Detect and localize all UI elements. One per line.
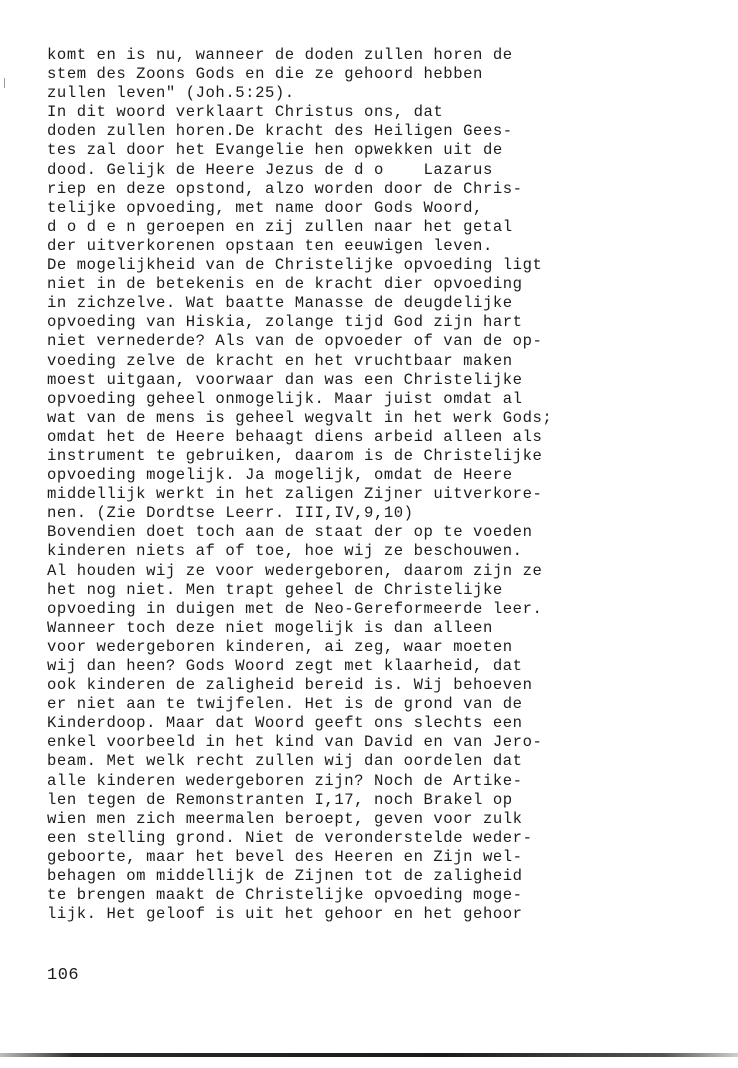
- text-line: middellijk werkt in het zaligen Zijner uitverkore-: [47, 485, 543, 504]
- text-line: alle kinderen wedergeboren zijn? Noch de Artike-: [47, 771, 523, 790]
- text-line: der uitverkorenen opstaan ten eeuwigen leven.: [47, 236, 493, 255]
- text-line: dood. Gelijk de Heere Jezus de d o Lazarus: [47, 160, 493, 179]
- text-line: wij dan heen? Gods Woord zegt met klaarheid, dat: [47, 657, 523, 675]
- text-line: ook kinderen de zaligheid bereid is. Wij behoeven: [47, 676, 533, 695]
- text-line: stem des Zoons Gods en die ze gehoord hebben: [47, 65, 483, 84]
- text-line: len tegen de Remonstranten I,17, noch Brakel op: [47, 790, 513, 809]
- text-line: komt en is nu, wanneer de doden zullen horen de: [47, 46, 513, 64]
- text-line: nen. (Zie Dordtse Leerr. III,IV,9,10): [47, 504, 414, 523]
- text-line: Al houden wij ze voor wedergeboren, daarom zijn ze: [47, 561, 543, 580]
- text-line: Kinderdoop. Maar dat Woord geeft ons slechts een: [47, 714, 523, 733]
- text-line: te brengen maakt de Christelijke opvoeding moge-: [47, 886, 523, 905]
- text-line: in zichzelve. Wat baatte Manasse de deugdelijke: [47, 294, 513, 313]
- text-line: enkel voorbeeld in het kind van David en van Jero-: [47, 733, 543, 752]
- text-line: riep en deze opstond, alzo worden door de Chris-: [47, 179, 523, 198]
- text-line: niet vernederde? Als van de opvoeder of van de op-: [47, 332, 543, 351]
- text-line: geboorte, maar het bevel des Heeren en Zijn wel-: [47, 847, 523, 866]
- bottom-scan-edge: [0, 1053, 738, 1057]
- text-line: het nog niet. Men trapt geheel de Christelijke: [47, 580, 503, 599]
- text-line: behagen om middellijk de Zijnen tot de zaligheid: [47, 867, 523, 886]
- text-line: instrument te gebruiken, daarom is de Christelijke: [47, 446, 543, 465]
- text-line: wat van de mens is geheel wegvalt in het werk Gods;: [47, 408, 553, 427]
- page-number: 106: [47, 966, 80, 985]
- text-line: kinderen niets af of toe, hoe wij ze beschouwen.: [47, 542, 523, 561]
- body-text: [47, 46, 727, 924]
- text-line: voor wedergeboren kinderen, ai zeg, waar moeten: [47, 637, 513, 656]
- text-line: opvoeding geheel onmogelijk. Maar juist omdat al: [47, 389, 523, 408]
- text-line: Wanneer toch deze niet mogelijk is dan alleen: [47, 618, 493, 637]
- text-line: zullen leven" (Joh.5:25).: [47, 84, 295, 103]
- text-line: een stelling grond. Niet de veronderstelde weder-: [47, 828, 533, 847]
- text-line: tes zal door het Evangelie hen opwekken uit de: [47, 141, 503, 160]
- text-line: lijk. Het geloof is uit het gehoor en het gehoor: [47, 905, 523, 924]
- text-line: doden zullen horen.De kracht des Heiligen Gees-: [47, 122, 513, 141]
- text-line: Bovendien doet toch aan de staat der op te voeden: [47, 523, 533, 542]
- text-line: De mogelijkheid van de Christelijke opvoeding ligt: [47, 256, 543, 275]
- text-line: d o d e n geroepen en zij zullen naar het getal: [47, 217, 513, 236]
- text-line: opvoeding van Hiskia, zolange tijd God zijn hart: [47, 313, 523, 332]
- text-line: moest uitgaan, voorwaar dan was een Christelijke: [47, 370, 523, 389]
- text-line: omdat het de Heere behaagt diens arbeid alleen als: [47, 427, 543, 446]
- text-line: er niet aan te twijfelen. Het is de grond van de: [47, 695, 523, 714]
- text-line: niet in de betekenis en de kracht dier opvoeding: [47, 275, 523, 294]
- scan-edge-mark: [4, 78, 5, 88]
- text-line: opvoeding mogelijk. Ja mogelijk, omdat de Heere: [47, 466, 513, 485]
- text-line: telijke opvoeding, met name door Gods Woord,: [47, 198, 483, 217]
- text-line: voeding zelve de kracht en het vruchtbaar maken: [47, 351, 513, 370]
- text-line: opvoeding in duigen met de Neo-Gereformeerde leer.: [47, 599, 543, 618]
- text-line: wien men zich meermalen beroept, geven voor zulk: [47, 809, 523, 828]
- text-line: beam. Met welk recht zullen wij dan oordelen dat: [47, 752, 523, 771]
- text-line: In dit woord verklaart Christus ons, dat: [47, 103, 444, 122]
